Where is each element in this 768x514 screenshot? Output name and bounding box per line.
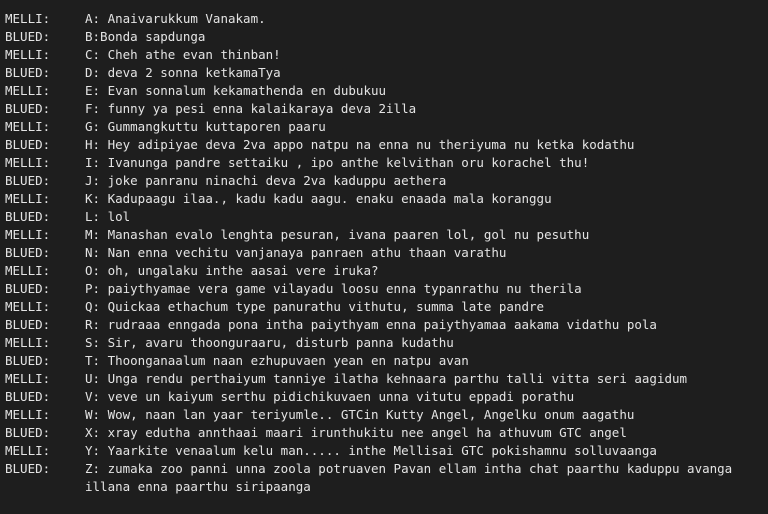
chat-line xyxy=(5,388,768,406)
message-text: J: joke panranu ninachi deva 2va kaduppu aethera xyxy=(85,173,447,188)
speaker-label: MELLI: xyxy=(5,371,51,386)
message-text: B:Bonda sapdunga xyxy=(85,29,206,44)
speaker-label: MELLI: xyxy=(5,191,51,206)
chat-line xyxy=(5,64,768,82)
speaker-label: MELLI: xyxy=(5,47,51,62)
chat-line xyxy=(5,280,768,298)
speaker-label: MELLI: xyxy=(5,155,51,170)
speaker-label: MELLI: xyxy=(5,443,51,458)
message-text: V: veve un kaiyum serthu pidichikuvaen unna vitutu eppadi porathu xyxy=(85,389,575,404)
chat-line xyxy=(5,406,768,424)
message-text: X: xray edutha annthaai maari irunthukitu nee angel ha athuvum GTC angel xyxy=(85,425,627,440)
speaker-label: MELLI: xyxy=(5,335,51,350)
chat-line xyxy=(5,154,768,172)
message-text: U: Unga rendu perthaiyum tanniye ilatha kehnaara parthu talli vitta seri aagidum xyxy=(85,371,688,386)
chat-line xyxy=(5,82,768,100)
speaker-label: MELLI: xyxy=(5,299,51,314)
message-text: L: lol xyxy=(85,209,131,224)
chat-line xyxy=(5,136,768,154)
speaker-label: MELLI: xyxy=(5,83,51,98)
chat-line xyxy=(5,100,768,118)
chat-line xyxy=(5,208,768,226)
message-text: S: Sir, avaru thoonguraaru, disturb panna kudathu xyxy=(85,335,454,350)
speaker-label: BLUED: xyxy=(5,281,51,296)
message-text: T: Thoonganaalum naan ezhupuvaen yean en natpu avan xyxy=(85,353,469,368)
speaker-label: BLUED: xyxy=(5,389,51,404)
message-text: M: Manashan evalo lenghta pesuran, ivana paaren lol, gol nu pesuthu xyxy=(85,227,590,242)
message-text: K: Kadupaagu ilaa., kadu kadu aagu. enaku enaada mala koranggu xyxy=(85,191,552,206)
speaker-label: BLUED: xyxy=(5,137,51,152)
message-text: Z: zumaka zoo panni unna zoola potruaven Pavan ellam intha chat paarthu kaduppu avanga illana enna paarthu siripaanga xyxy=(85,461,733,494)
message-text: I: Ivanunga pandre settaiku , ipo anthe kelvithan oru korachel thu! xyxy=(85,155,590,170)
chat-line xyxy=(5,244,768,262)
speaker-label: BLUED: xyxy=(5,245,51,260)
chat-line xyxy=(5,172,768,190)
speaker-label: BLUED: xyxy=(5,65,51,80)
speaker-label: BLUED: xyxy=(5,317,51,332)
speaker-label: MELLI: xyxy=(5,407,51,422)
message-text: N: Nan enna vechitu vanjanaya panraen athu thaan varathu xyxy=(85,245,507,260)
speaker-label: BLUED: xyxy=(5,209,51,224)
message-text: W: Wow, naan lan yaar teriyumle.. GTCin Kutty Angel, Angelku onum aagathu xyxy=(85,407,635,422)
chat-line xyxy=(5,370,768,388)
speaker-label: MELLI: xyxy=(5,263,51,278)
message-text: G: Gummangkuttu kuttaporen paaru xyxy=(85,119,326,134)
message-text: O: oh, ungalaku inthe aasai vere iruka? xyxy=(85,263,379,278)
chat-line xyxy=(5,424,768,442)
chat-line xyxy=(5,460,768,496)
chat-line xyxy=(5,442,768,460)
chat-line xyxy=(5,46,768,64)
message-text: R: rudraaa enngada pona intha paiythyam enna paiythyamaa aakama vidathu pola xyxy=(85,317,657,332)
chat-line xyxy=(5,334,768,352)
speaker-label: BLUED: xyxy=(5,425,51,440)
message-text: Q: Quickaa ethachum type panurathu vithutu, summa late pandre xyxy=(85,299,545,314)
chat-line xyxy=(5,226,768,244)
chat-line xyxy=(5,10,768,28)
chat-line xyxy=(5,316,768,334)
speaker-label: BLUED: xyxy=(5,461,51,476)
chat-line xyxy=(5,190,768,208)
message-text: P: paiythyamae vera game vilayadu loosu enna typanrathu nu therila xyxy=(85,281,582,296)
message-text: D: deva 2 sonna ketkamaTya xyxy=(85,65,281,80)
message-text: F: funny ya pesi enna kalaikaraya deva 2illa xyxy=(85,101,417,116)
message-text: H: Hey adipiyae deva 2va appo natpu na enna nu theriyuma nu ketka kodathu xyxy=(85,137,635,152)
message-text: E: Evan sonnalum kekamathenda en dubukuu xyxy=(85,83,387,98)
speaker-label: MELLI: xyxy=(5,119,51,134)
chat-line xyxy=(5,262,768,280)
speaker-label: MELLI: xyxy=(5,227,51,242)
chat-line xyxy=(5,118,768,136)
message-text: C: Cheh athe evan thinban! xyxy=(85,47,281,62)
speaker-label: MELLI: xyxy=(5,11,51,26)
speaker-label: BLUED: xyxy=(5,29,51,44)
speaker-label: BLUED: xyxy=(5,173,51,188)
chat-line xyxy=(5,28,768,46)
message-text: Y: Yaarkite venaalum kelu man..... inthe Mellisai GTC pokishamnu solluvaanga xyxy=(85,443,657,458)
speaker-label: BLUED: xyxy=(5,101,51,116)
speaker-label: BLUED: xyxy=(5,353,51,368)
chat-line xyxy=(5,298,768,316)
chat-line xyxy=(5,352,768,370)
message-text: A: Anaivarukkum Vanakam. xyxy=(85,11,266,26)
